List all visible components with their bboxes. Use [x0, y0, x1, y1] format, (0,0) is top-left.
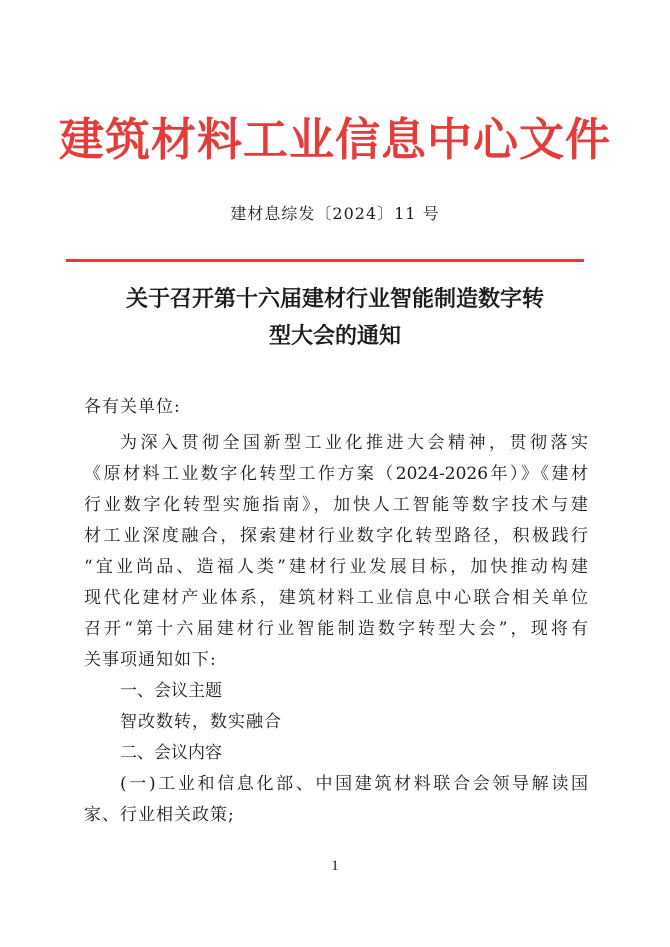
- paragraph-line: 《原材料工业数字化转型工作方案（2024-2026年）》《建材: [84, 464, 588, 484]
- meeting-theme-text: 智改数转，数实融合: [120, 712, 282, 732]
- salutation: 各有关单位:: [84, 397, 181, 417]
- paragraph-line: 行业数字化转型实施指南》，加快人工智能等数字技术与建: [84, 495, 588, 515]
- paragraph-line: 召开“第十六届建材行业智能制造数字转型大会”，现将有: [84, 619, 588, 639]
- notice-title: [80, 281, 590, 355]
- paragraph-line: 为深入贯彻全国新型工业化推进大会精神，贯彻落实: [120, 433, 588, 453]
- section-heading-meeting-theme: 一、会议主题: [120, 681, 222, 701]
- paragraph-line: 现代化建材产业体系，建筑材料工业信息中心联合相关单位: [84, 588, 588, 608]
- document-number: 建材息综发〔2024〕11 号: [230, 204, 440, 223]
- red-divider-line: [66, 259, 584, 262]
- page-number: 1: [331, 858, 339, 874]
- issuer-header-title: 建筑材料工业信息中心文件: [58, 113, 611, 166]
- paragraph-line: “宜业尚品、造福人类”建材行业发展目标，加快推动构建: [84, 557, 588, 577]
- section-heading-meeting-content: 二、会议内容: [120, 743, 222, 763]
- meeting-content-item-line: 家、行业相关政策;: [84, 805, 235, 825]
- meeting-content-item-line: (一)工业和信息化部、中国建筑材料联合会领导解读国: [120, 774, 588, 794]
- notice-title-line-2: 型大会的通知: [268, 323, 401, 349]
- paragraph-line: 材工业深度融合，探索建材行业数字化转型路径，积极践行: [84, 526, 588, 546]
- paragraph-line: 关事项通知如下:: [84, 650, 217, 670]
- notice-title-line-1: 关于召开第十六届建材行业智能制造数字转: [125, 286, 544, 312]
